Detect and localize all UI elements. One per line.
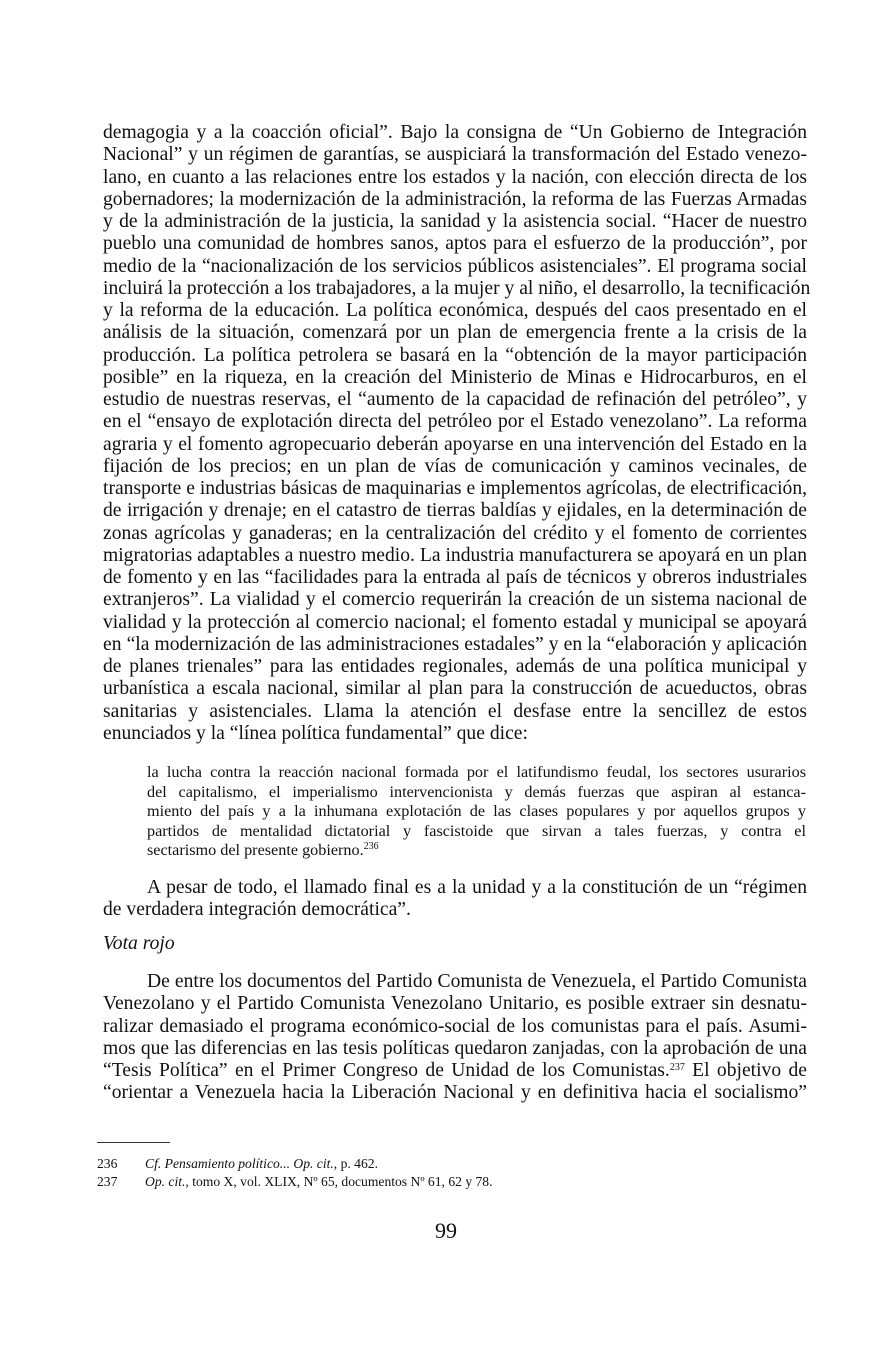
text-line: incluirá la protección a los trabajadores, a la mujer y al niño, el desarrollo, la tecnificación [103,277,811,299]
footnote-italic: Cf. Pensamiento político... Op. cit. [145,1156,334,1171]
body-paragraph-1 [103,122,811,745]
footnote-rest: , tomo X, vol. XLIX, Nº 65, documentos Nº 61, 62 y 78. [185,1174,493,1189]
text-line: en “la modernización de las administraciones estadales” y en la “elaboración y aplicación [103,633,807,655]
text-line: enunciados y la “línea política fundamental” que dice: [103,722,528,744]
text-line: de irrigación y drenaje; en el catastro de tierras baldías y ejidales, en la determinación de [103,500,807,522]
text-line: pueblo una comunidad de hombres sanos, aptos para el esfuerzo de la producción”, por [103,233,807,255]
text-line: producción. La política petrolera se basará en la “obtención de la mayor participación [103,344,807,366]
text-line-part: El objetivo de [684,1060,807,1081]
quote-line-last [147,841,806,861]
text-line: posible” en la riqueza, en la creación del Ministerio de Minas e Hidrocarburos, en el [103,366,807,388]
text-line: mos que las diferencias en las tesis políticas quedaron zanjadas, con la aprobación de una [103,1037,807,1059]
text-line: en el “ensayo de explotación directa del petróleo por el Estado venezolano”. La reforma [103,411,807,433]
text-line: y la reforma de la educación. La política económica, después del caos presentado en el [103,300,807,321]
text-line: lano, en cuanto a las relaciones entre los estados y la nación, con elección directa de los [103,166,807,188]
text-line: de fomento y en las “facilidades para la entrada al país de técnicos y obreros industriales [103,567,807,588]
text-line: transporte e industrias básicas de maquinarias e implementos agrícolas, de electrificación, [103,478,808,499]
body-paragraph-3 [103,971,807,1105]
text-line-part: “Tesis Política” en el Primer Congreso de Unidad de los Comunistas. [103,1060,670,1081]
text-line: de planes trienales” para las entidades regionales, además de una política municipal y [103,656,807,677]
footnote-rest: , p. 462. [333,1156,378,1171]
text-line: fijación de los precios; en un plan de vías de comunicación y caminos vecinales, de [103,455,807,477]
footnote-text [145,1155,378,1173]
footnote-ref-237[interactable]: 237 [669,1062,685,1073]
footnote-number: 236 [97,1156,118,1171]
text-line: Venezolano y el Partido Comunista Venezolano Unitario, es posible extraer sin desnatu- [103,993,807,1015]
page-number: 99 [435,1218,457,1243]
quote-line: miento del país y a la inhumana explotación de las clases populares y por aquellos grupos y [147,802,806,821]
text-line: vialidad y la protección al comercio nacional; el fomento estadal y municipal se apoyará [103,611,807,633]
text-line: urbanística a escala nacional, similar al plan para la construcción de acueductos, obras [103,678,807,700]
text-line: extranjeros”. La vialidad y el comercio requerirán la creación de un sistema nacional de [103,589,807,611]
text-line: demagogia y a la coacción oficial”. Bajo la consigna de “Un Gobierno de Integración [103,122,807,143]
text-line: “orientar a Venezuela hacia la Liberación Nacional y en definitiva hacia el socialismo” [103,1082,807,1104]
text-line: agraria y el fomento agropecuario deberán apoyarse en una intervención del Estado en la [103,433,807,455]
footnotes [97,1155,493,1191]
quote-line: la lucha contra la reacción nacional formada por el latifundismo feudal, los sectores usurarios [147,763,806,781]
quote-line-text: sectarismo del presente gobierno. [147,841,364,860]
section-heading: Vota rojo [103,933,175,954]
text-line: de verdadera integración democrática”. [103,899,411,921]
footnote-236 [97,1155,493,1173]
block-quote [147,763,806,861]
body-paragraph-2 [103,877,807,922]
text-line: gobernadores; la modernización de la administración, la reforma de las Fuerzas Armadas [103,188,807,210]
text-line: migratorias adaptables a nuestro medio. La industria manufacturera se apoyará en un plan [103,544,807,566]
text-line: A pesar de todo, el llamado final es a la unidad y a la constitución de un “régimen [147,877,807,898]
text-line: ralizar demasiado el programa económico-social de los comunistas para el país. Asumi- [103,1015,807,1037]
text-line: medio de la “nacionalización de los servicios públicos asistenciales”. El programa social [103,255,807,277]
footnote-text [145,1173,493,1191]
text-line: De entre los documentos del Partido Comunista de Venezuela, el Partido Comunista [147,971,807,992]
text-line-with-ref [103,1060,807,1082]
footnote-237 [97,1173,493,1191]
text-line: análisis de la situación, comenzará por un plan de emergencia frente a la crisis de la [103,322,807,344]
text-line: Nacional” y un régimen de garantías, se auspiciará la transformación del Estado venezo- [103,144,807,166]
footnote-number: 237 [97,1174,118,1189]
quote-line: partidos de mentalidad dictatorial y fascistoide que sirvan a tales fuerzas, y contra el [147,821,806,840]
footnote-divider [97,1142,170,1143]
text-line: y de la administración de la justicia, la sanidad y la asistencia social. “Hacer de nuestro [103,211,807,232]
text-line: zonas agrícolas y ganaderas; en la centralización del crédito y el fomento de corrientes [103,522,807,544]
footnote-ref-236[interactable]: 236 [363,841,379,853]
footnote-italic: Op. cit. [145,1174,186,1189]
text-line: estudio de nuestras reservas, el “aumento de la capacidad de refinación del petróleo”, y [103,389,807,410]
text-line: sanitarias y asistenciales. Llama la atención el desfase entre la sencillez de estos [103,700,807,722]
quote-line: del capitalismo, el imperialismo intervencionista y demás fuerzas que aspiran al estanca- [147,782,806,801]
